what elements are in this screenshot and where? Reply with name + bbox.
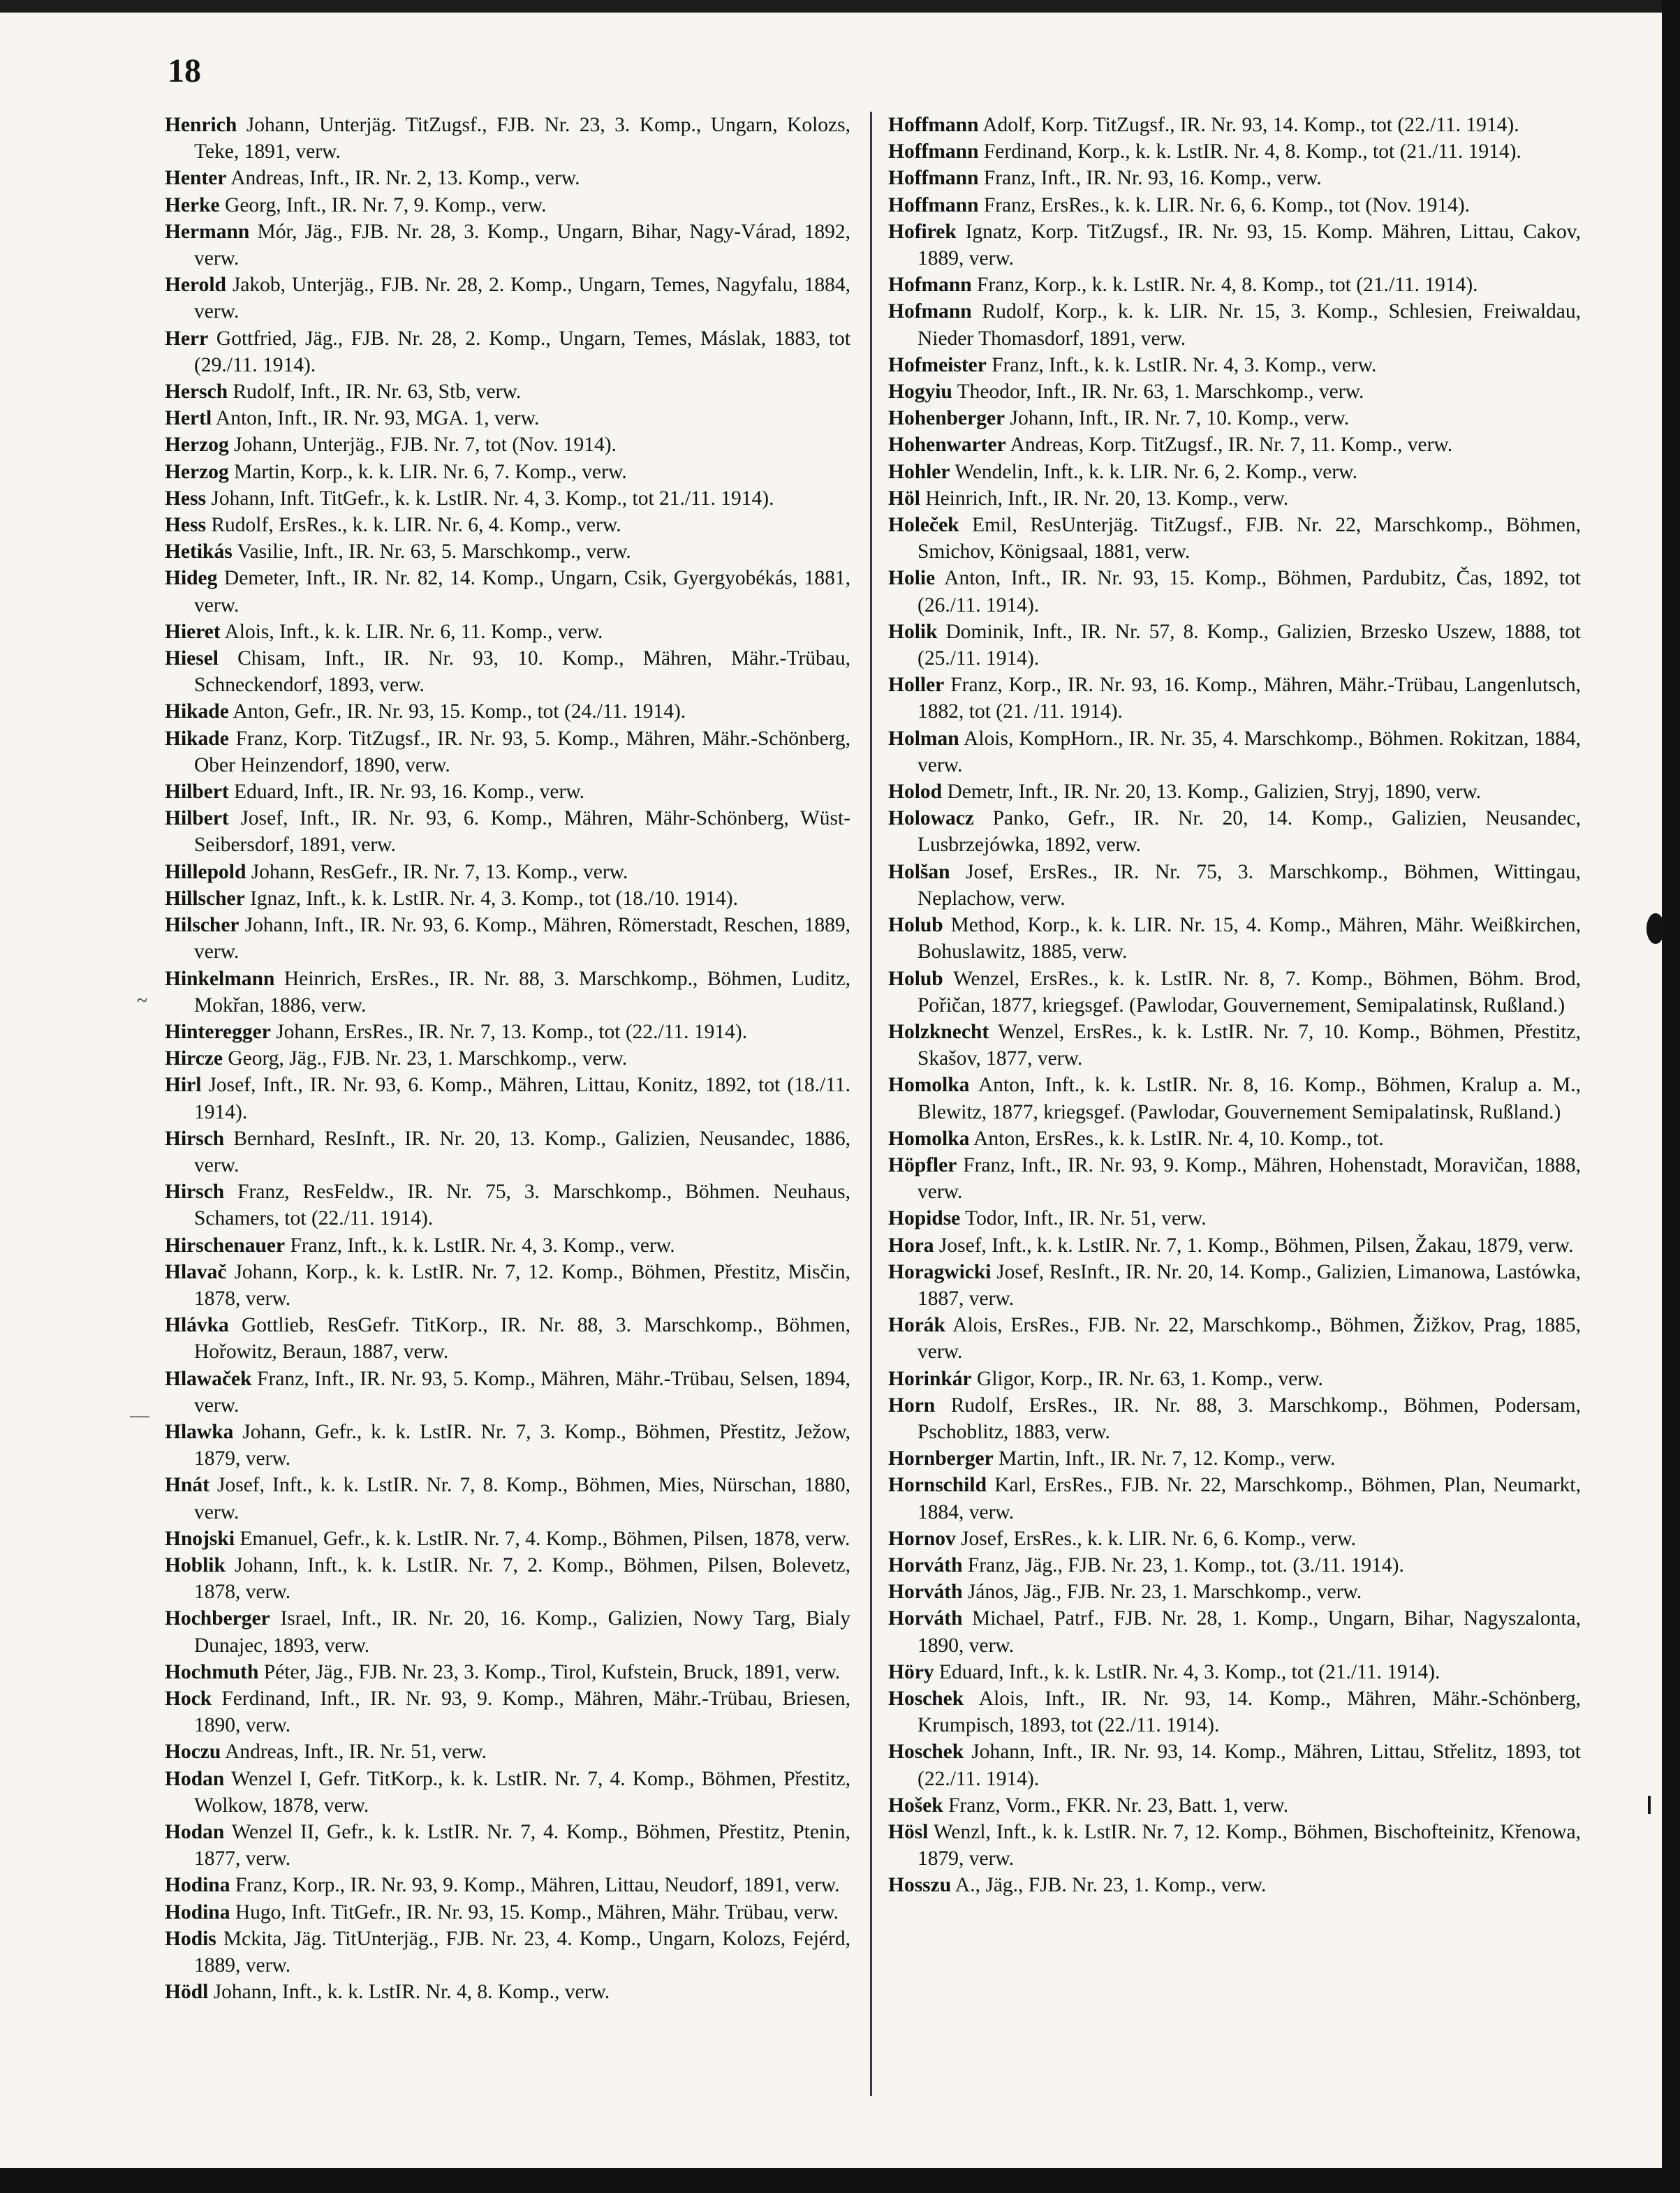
- entry-surname: Hlawaček: [165, 1367, 252, 1390]
- list-entry: [165, 619, 850, 645]
- list-entry: [888, 219, 1581, 272]
- list-entry: [888, 1312, 1581, 1365]
- entry-details: Panko, Gefr., IR. Nr. 20, 14. Komp., Galizien, Neusandec, Lusbrzejówka, 1892, verw.: [918, 807, 1581, 857]
- entry-details: Rudolf, Korp., k. k. LIR. Nr. 15, 3. Komp., Schlesien, Freiwaldau, Nieder Thomasdorf, 1891, verw.: [918, 300, 1581, 350]
- entry-surname: Horn: [888, 1394, 936, 1417]
- entry-details: Mckita, Jäg. TitUnterjäg., FJB. Nr. 23, 4. Komp., Ungarn, Kolozs, Fejérd, 1889, verw.: [194, 1927, 850, 1977]
- entry-surname: Hodina: [165, 1900, 230, 1924]
- list-entry: [888, 138, 1581, 165]
- entry-details: Franz, Jäg., FJB. Nr. 23, 1. Komp., tot. (3./11. 1914).: [962, 1553, 1404, 1577]
- entry-details: Andreas, Inft., IR. Nr. 2, 13. Komp., verw.: [226, 167, 580, 190]
- list-entry: [165, 1072, 850, 1125]
- entry-surname: Hogyiu: [888, 381, 952, 404]
- list-entry: [165, 325, 850, 378]
- entry-surname: Hodina: [165, 1874, 230, 1897]
- list-entry: [165, 1259, 850, 1312]
- entry-details: Franz, Korp., IR. Nr. 93, 16. Komp., Mähren, Mähr.-Trübau, Langenlutsch, 1882, tot (21. /11. 1914).: [918, 674, 1581, 723]
- ink-mark: [1648, 1796, 1651, 1814]
- entry-surname: Hideg: [165, 567, 218, 590]
- entry-surname: Hodan: [165, 1767, 225, 1790]
- entry-surname: Herzog: [165, 460, 229, 483]
- entry-details: János, Jäg., FJB. Nr. 23, 1. Marschkomp., verw.: [962, 1581, 1362, 1604]
- entry-details: Josef, Inft., k. k. LstIR. Nr. 7, 8. Komp., Böhmen, Mies, Nürschan, 1880, verw.: [194, 1474, 850, 1523]
- list-entry: [165, 1979, 850, 2005]
- list-entry: [888, 459, 1581, 485]
- entry-details: Dominik, Inft., IR. Nr. 57, 8. Komp., Galizien, Brzesko Uszew, 1888, tot (25./11. 1914).: [918, 620, 1581, 670]
- list-entry: [888, 619, 1581, 672]
- list-entry: [165, 512, 850, 538]
- entry-details: Demetr, Inft., IR. Nr. 20, 13. Komp., Galizien, Stryj, 1890, verw.: [942, 781, 1482, 804]
- list-entry: [165, 459, 850, 485]
- entry-details: Franz, Korp., k. k. LstIR. Nr. 4, 8. Komp., tot (21./11. 1914).: [971, 274, 1478, 297]
- entry-details: Rudolf, ErsRes., k. k. LIR. Nr. 6, 4. Komp., verw.: [206, 514, 621, 537]
- entry-surname: Hoschek: [888, 1687, 964, 1710]
- entry-details: Josef, Inft., IR. Nr. 93, 6. Komp., Mähren, Mähr-Schönberg, Wüst-Seibersdorf, 1891, verw.: [194, 807, 850, 857]
- entry-surname: Holod: [888, 781, 943, 804]
- list-entry: [165, 219, 850, 272]
- scan-border-top: [0, 0, 1680, 13]
- entry-surname: Hohenwarter: [888, 434, 1006, 457]
- entry-details: Wenzel I, Gefr. TitKorp., k. k. LstIR. Nr. 7, 4. Komp., Böhmen, Přestitz, Wolkow, 1878, verw.: [194, 1767, 850, 1817]
- entry-details: Ferdinand, Korp., k. k. LstIR. Nr. 4, 8. Komp., tot (21./11. 1914).: [978, 140, 1521, 163]
- entry-details: Gottlieb, ResGefr. TitKorp., IR. Nr. 88, 3. Marschkomp., Böhmen, Hořowitz, Beraun, 1887, verw.: [194, 1314, 850, 1364]
- entry-details: Andreas, Inft., IR. Nr. 51, verw.: [221, 1741, 487, 1764]
- entry-surname: Horagwicki: [888, 1260, 992, 1283]
- list-entry: [165, 1366, 850, 1419]
- entry-details: Emanuel, Gefr., k. k. LstIR. Nr. 7, 4. Komp., Böhmen, Pilsen, 1878, verw.: [235, 1527, 850, 1550]
- entry-details: Johann, Unterjäg., FJB. Nr. 7, tot (Nov. 1914).: [228, 434, 617, 457]
- list-entry: [165, 485, 850, 512]
- entry-details: Anton, Inft., k. k. LstIR. Nr. 8, 16. Komp., Böhmen, Kralup a. M., Blewitz, 1877, kriegsgef. (Pawlodar, Gouvernement Semipalatinsk, Rußland.): [918, 1074, 1581, 1123]
- entry-surname: Hlavač: [165, 1260, 227, 1283]
- list-entry: [888, 565, 1581, 618]
- list-entry: [165, 645, 850, 698]
- entry-surname: Holowacz: [888, 807, 974, 830]
- entry-surname: Hornschild: [888, 1474, 987, 1497]
- list-entry: [888, 485, 1581, 512]
- list-entry: [888, 1659, 1581, 1685]
- entry-surname: Hoffmann: [888, 193, 979, 216]
- list-entry: [165, 1419, 850, 1472]
- list-entry: [165, 1232, 850, 1259]
- list-entry: [165, 192, 850, 219]
- entry-details: Wenzel II, Gefr., k. k. LstIR. Nr. 7, 4. Komp., Böhmen, Přestitz, Ptenin, 1877, verw.: [194, 1821, 850, 1870]
- entry-details: Josef, Inft., IR. Nr. 93, 6. Komp., Mähren, Littau, Konitz, 1892, tot (18./11. 1914).: [194, 1074, 850, 1123]
- entry-details: Anton, Inft., IR. Nr. 93, MGA. 1, verw.: [212, 407, 540, 430]
- entry-details: Johann, ResGefr., IR. Nr. 7, 13. Komp., verw.: [246, 860, 628, 883]
- list-entry: [888, 1792, 1581, 1819]
- entry-details: Johann, Gefr., k. k. LstIR. Nr. 7, 3. Komp., Böhmen, Přestitz, Ježow, 1879, verw.: [194, 1420, 850, 1470]
- list-entry: [165, 378, 850, 405]
- list-entry: [165, 1019, 850, 1045]
- entry-details: Vasilie, Inft., IR. Nr. 63, 5. Marschkomp., verw.: [232, 540, 631, 563]
- list-entry: [165, 165, 850, 191]
- entry-surname: Hnát: [165, 1474, 209, 1497]
- entry-details: Péter, Jäg., FJB. Nr. 23, 3. Komp., Tirol, Kufstein, Bruck, 1891, verw.: [258, 1660, 841, 1683]
- entry-surname: Hoczu: [165, 1741, 221, 1764]
- entry-surname: Hircze: [165, 1047, 223, 1070]
- entry-details: Wenzel, ErsRes., k. k. LstIR. Nr. 7, 10. Komp., Böhmen, Přestitz, Skašov, 1877, verw.: [918, 1020, 1581, 1070]
- list-entry: [888, 1579, 1581, 1605]
- list-entry: [165, 725, 850, 778]
- entry-details: Rudolf, ErsRes., IR. Nr. 88, 3. Marschkomp., Böhmen, Podersam, Pschoblitz, 1883, verw.: [918, 1394, 1581, 1443]
- entry-surname: Hosszu: [888, 1874, 952, 1897]
- entry-surname: Hoffmann: [888, 140, 979, 163]
- margin-mark: ~: [137, 990, 148, 1012]
- entry-surname: Henter: [165, 167, 227, 190]
- list-entry: [888, 1472, 1581, 1525]
- entry-surname: Hetikás: [165, 540, 233, 563]
- list-entry: [888, 192, 1581, 219]
- list-entry: [165, 112, 850, 165]
- list-entry: [165, 1312, 850, 1365]
- entry-details: Johann, Inft., k. k. LstIR. Nr. 4, 8. Komp., verw.: [208, 1981, 610, 2004]
- entry-surname: Holie: [888, 567, 936, 590]
- entry-surname: Henrich: [165, 114, 237, 136]
- list-entry: [165, 1179, 850, 1232]
- list-entry: [888, 1685, 1581, 1738]
- entry-details: Heinrich, Inft., IR. Nr. 20, 13. Komp., verw.: [920, 487, 1289, 510]
- list-entry: [888, 1205, 1581, 1232]
- entry-surname: Höry: [888, 1660, 934, 1683]
- entry-details: Johann, Inft., IR. Nr. 7, 10. Komp., verw.: [1005, 407, 1350, 430]
- entry-details: Hugo, Inft. TitGefr., IR. Nr. 93, 15. Komp., Mähren, Mähr. Trübau, verw.: [230, 1900, 839, 1924]
- entry-details: Theodor, Inft., IR. Nr. 63, 1. Marschkomp., verw.: [952, 381, 1364, 404]
- list-entry: [888, 1259, 1581, 1312]
- entry-details: Johann, Inft., IR. Nr. 93, 6. Komp., Mähren, Römerstadt, Reschen, 1889, verw.: [194, 914, 850, 963]
- entry-details: Israel, Inft., IR. Nr. 20, 16. Komp., Galizien, Nowy Targ, Bialy Dunajec, 1893, verw.: [194, 1607, 850, 1657]
- entry-surname: Hofirek: [888, 220, 957, 243]
- list-entry: [165, 1899, 850, 1926]
- list-entry: [888, 1125, 1581, 1152]
- entry-details: Chisam, Inft., IR. Nr. 93, 10. Komp., Mähren, Mähr.-Trübau, Schneckendorf, 1893, verw.: [194, 647, 850, 697]
- entry-surname: Hoblik: [165, 1553, 226, 1577]
- right-column: [888, 112, 1581, 1899]
- entry-surname: Hirl: [165, 1074, 202, 1097]
- entry-surname: Hirschenauer: [165, 1234, 286, 1257]
- entry-details: Johann, Inft., k. k. LstIR. Nr. 7, 2. Komp., Böhmen, Pilsen, Bolevetz, 1878, verw.: [194, 1553, 850, 1604]
- entry-details: Franz, Inft., IR. Nr. 93, 9. Komp., Mähren, Hohenstadt, Moravičan, 1888, verw.: [918, 1153, 1581, 1204]
- entry-details: Alois, ErsRes., FJB. Nr. 22, Marschkomp., Böhmen, Žižkov, Prag, 1885, verw.: [918, 1314, 1581, 1364]
- entry-surname: Hnojski: [165, 1527, 235, 1550]
- list-entry: [888, 405, 1581, 431]
- list-entry: [165, 272, 850, 325]
- list-entry: [888, 1552, 1581, 1579]
- entry-details: Franz, Vorm., FKR. Nr. 23, Batt. 1, verw.: [943, 1794, 1289, 1817]
- entry-details: Josef, ErsRes., k. k. LIR. Nr. 6, 6. Komp., verw.: [955, 1527, 1356, 1550]
- entry-surname: Holub: [888, 967, 943, 990]
- entry-details: Josef, Inft., k. k. LstIR. Nr. 7, 1. Komp., Böhmen, Pilsen, Žakau, 1879, verw.: [934, 1234, 1574, 1257]
- list-entry: [165, 1045, 850, 1072]
- entry-surname: Hess: [165, 487, 206, 510]
- list-entry: [888, 378, 1581, 405]
- entry-surname: Hofmann: [888, 300, 972, 323]
- list-entry: [165, 565, 850, 618]
- entry-surname: Homolka: [888, 1074, 970, 1097]
- list-entry: [888, 298, 1581, 351]
- entry-details: Wenzel, ErsRes., k. k. LstIR. Nr. 8, 7. Komp., Böhmen, Böhm. Brod, Pořičan, 1877, kriegsgef. (Pawlodar, Gouvernement, Semipalatinsk, Rußland.): [918, 967, 1581, 1017]
- entry-details: Anton, Inft., IR. Nr. 93, 15. Komp., Böhmen, Pardubitz, Čas, 1892, tot (26./11. 1914).: [918, 567, 1581, 616]
- entry-details: Franz, Inft., k. k. LstIR. Nr. 4, 3. Komp., verw.: [285, 1234, 675, 1257]
- list-entry: [165, 1472, 850, 1525]
- entry-details: Alois, KompHorn., IR. Nr. 35, 4. Marschkomp., Böhmen. Rokitzan, 1884, verw.: [918, 727, 1581, 776]
- entry-surname: Holšan: [888, 860, 950, 883]
- entry-surname: Hochmuth: [165, 1660, 259, 1683]
- entry-details: Anton, Gefr., IR. Nr. 93, 15. Komp., tot (24./11. 1914).: [228, 700, 686, 723]
- entry-details: Bernhard, ResInft., IR. Nr. 20, 13. Komp., Galizien, Neusandec, 1886, verw.: [194, 1127, 850, 1176]
- entry-surname: Hieret: [165, 620, 221, 643]
- entry-details: Adolf, Korp. TitZugsf., IR. Nr. 93, 14. Komp., tot (22./11. 1914).: [978, 114, 1519, 136]
- entry-details: Eduard, Inft., k. k. LstIR. Nr. 4, 3. Komp., tot (21./11. 1914).: [934, 1660, 1440, 1683]
- list-entry: [165, 698, 850, 725]
- scan-border-right: [1662, 0, 1680, 2193]
- entry-surname: Holzknecht: [888, 1020, 989, 1043]
- list-entry: [165, 1552, 850, 1605]
- entry-details: Josef, ResInft., IR. Nr. 20, 14. Komp., Galizien, Limanowa, Lastówka, 1887, verw.: [918, 1260, 1581, 1310]
- entry-details: Emil, ResUnterjäg. TitZugsf., FJB. Nr. 22, Marschkomp., Böhmen, Smichov, Königsaal, 1881, verw.: [918, 514, 1581, 563]
- entry-surname: Hohenberger: [888, 407, 1005, 430]
- entry-surname: Horváth: [888, 1553, 963, 1577]
- entry-surname: Hösl: [888, 1821, 929, 1843]
- entry-surname: Hošek: [888, 1794, 943, 1817]
- list-entry: [888, 352, 1581, 378]
- margin-mark: —: [130, 1405, 149, 1426]
- entry-surname: Hofmeister: [888, 353, 987, 376]
- entry-details: Michael, Patrf., FJB. Nr. 28, 1. Komp., Ungarn, Bihar, Nagyszalonta, 1890, verw.: [918, 1607, 1581, 1657]
- entry-details: Johann, ErsRes., IR. Nr. 7, 13. Komp., tot (22./11. 1914).: [270, 1020, 748, 1043]
- list-entry: [165, 1819, 850, 1872]
- entry-details: Johann, Unterjäg. TitZugsf., FJB. Nr. 23, 3. Komp., Ungarn, Kolozs, Teke, 1891, verw.: [194, 114, 850, 163]
- entry-details: Jakob, Unterjäg., FJB. Nr. 28, 2. Komp., Ungarn, Temes, Nagyfalu, 1884, verw.: [194, 274, 850, 323]
- list-entry: [165, 1926, 850, 1979]
- entry-surname: Hoffmann: [888, 167, 979, 190]
- list-entry: [165, 1738, 850, 1765]
- entry-surname: Hilbert: [165, 781, 229, 804]
- entry-details: Franz, Korp. TitZugsf., IR. Nr. 93, 5. Komp., Mähren, Mähr.-Schönberg, Ober Heinzendorf, 1890, verw.: [194, 727, 850, 776]
- list-entry: [888, 272, 1581, 298]
- entry-surname: Hodan: [165, 1821, 225, 1843]
- entry-details: Johann, Inft., IR. Nr. 93, 14. Komp., Mähren, Littau, Střelitz, 1893, tot (22./11. 1914).: [918, 1741, 1581, 1790]
- left-column: [165, 112, 850, 2005]
- entry-details: Franz, Inft., IR. Nr. 93, 16. Komp., verw.: [978, 167, 1322, 190]
- entry-details: Ignaz, Inft., k. k. LstIR. Nr. 4, 3. Komp., tot (18./10. 1914).: [244, 887, 738, 910]
- entry-surname: Hirsch: [165, 1181, 225, 1204]
- list-entry: [165, 778, 850, 805]
- list-entry: [888, 1392, 1581, 1445]
- entry-surname: Hillepold: [165, 860, 246, 883]
- entry-surname: Hopidse: [888, 1207, 961, 1230]
- entry-surname: Holler: [888, 674, 945, 697]
- entry-surname: Hilbert: [165, 807, 229, 830]
- list-entry: [888, 966, 1581, 1019]
- entry-details: Franz, Korp., IR. Nr. 93, 9. Komp., Mähren, Littau, Neudorf, 1891, verw.: [230, 1874, 840, 1897]
- entry-surname: Hlawka: [165, 1420, 234, 1443]
- entry-details: Johann, Inft. TitGefr., k. k. LstIR. Nr. 4, 3. Komp., tot 21./11. 1914).: [206, 487, 774, 510]
- entry-surname: Holub: [888, 914, 943, 937]
- list-entry: [165, 1659, 850, 1685]
- entry-details: Ignatz, Korp. TitZugsf., IR. Nr. 93, 15. Komp. Mähren, Littau, Cakov, 1889, verw.: [918, 220, 1581, 270]
- entry-surname: Hertl: [165, 407, 212, 430]
- entry-surname: Homolka: [888, 1127, 970, 1150]
- list-entry: [888, 1819, 1581, 1872]
- entry-surname: Höpfler: [888, 1153, 957, 1176]
- entry-details: Franz, ResFeldw., IR. Nr. 75, 3. Marschkomp., Böhmen. Neuhaus, Schamers, tot (22./11. 1914).: [194, 1181, 850, 1230]
- ink-blot: [1646, 913, 1665, 944]
- entry-details: Method, Korp., k. k. LIR. Nr. 15, 4. Komp., Mähren, Mähr. Weißkirchen, Bohuslawitz, 1885, verw.: [918, 914, 1581, 963]
- list-entry: [165, 431, 850, 458]
- list-entry: [165, 1605, 850, 1658]
- entry-details: Franz, Inft., k. k. LstIR. Nr. 4, 3. Komp., verw.: [986, 353, 1377, 376]
- entry-surname: Hock: [165, 1687, 212, 1710]
- list-entry: [888, 512, 1581, 565]
- entry-details: Alois, Inft., IR. Nr. 93, 14. Komp., Mähren, Mähr.-Schönberg, Krumpisch, 1893, tot (22./11. 1914).: [918, 1687, 1581, 1737]
- list-entry: [888, 672, 1581, 725]
- list-entry: [165, 805, 850, 858]
- entry-details: Ferdinand, Inft., IR. Nr. 93, 9. Komp., Mähren, Mähr.-Trübau, Briesen, 1890, verw.: [194, 1687, 850, 1737]
- entry-surname: Hoffmann: [888, 114, 979, 136]
- entry-surname: Herr: [165, 327, 209, 350]
- entry-surname: Hödl: [165, 1981, 209, 2004]
- entry-details: Franz, Inft., IR. Nr. 93, 5. Komp., Mähren, Mähr.-Trübau, Selsen, 1894, verw.: [194, 1367, 850, 1417]
- list-entry: [165, 1526, 850, 1552]
- entry-details: A., Jäg., FJB. Nr. 23, 1. Komp., verw.: [951, 1874, 1267, 1897]
- list-entry: [888, 805, 1581, 858]
- list-entry: [165, 912, 850, 965]
- entry-details: Martin, Inft., IR. Nr. 7, 12. Komp., verw.: [993, 1447, 1336, 1470]
- list-entry: [888, 912, 1581, 965]
- entry-surname: Hodis: [165, 1927, 216, 1950]
- list-entry: [888, 112, 1581, 138]
- entry-surname: Hillscher: [165, 887, 245, 910]
- entry-surname: Hinteregger: [165, 1020, 271, 1043]
- entry-details: Demeter, Inft., IR. Nr. 82, 14. Komp., Ungarn, Csik, Gyergyobékás, 1881, verw.: [194, 567, 850, 616]
- list-entry: [888, 1738, 1581, 1792]
- entry-surname: Hoschek: [888, 1741, 964, 1764]
- list-entry: [165, 1766, 850, 1819]
- entry-surname: Hornov: [888, 1527, 956, 1550]
- column-divider: [870, 112, 872, 2096]
- list-entry: [165, 885, 850, 912]
- list-entry: [165, 1125, 850, 1179]
- entry-surname: Hersch: [165, 381, 228, 404]
- list-entry: [888, 778, 1581, 805]
- entry-surname: Herold: [165, 274, 226, 297]
- entry-surname: Hora: [888, 1234, 934, 1257]
- entry-details: Georg, Jäg., FJB. Nr. 23, 1. Marschkomp., verw.: [222, 1047, 628, 1070]
- list-entry: [165, 538, 850, 565]
- entry-surname: Horinkár: [888, 1367, 972, 1390]
- list-entry: [888, 1872, 1581, 1898]
- entry-surname: Holik: [888, 620, 938, 643]
- list-entry: [165, 405, 850, 431]
- entry-surname: Hohler: [888, 460, 950, 483]
- entry-surname: Hikade: [165, 700, 229, 723]
- entry-details: Wendelin, Inft., k. k. LIR. Nr. 6, 2. Komp., verw.: [950, 460, 1357, 483]
- entry-details: Alois, Inft., k. k. LIR. Nr. 6, 11. Komp., verw.: [220, 620, 603, 643]
- list-entry: [888, 1605, 1581, 1658]
- entry-surname: Hermann: [165, 220, 250, 243]
- scan-border-bottom: [0, 2168, 1680, 2193]
- entry-details: Anton, ErsRes., k. k. LstIR. Nr. 4, 10. Komp., tot.: [969, 1127, 1384, 1150]
- entry-surname: Horák: [888, 1314, 945, 1337]
- entry-details: Heinrich, ErsRes., IR. Nr. 88, 3. Marschkomp., Böhmen, Luditz, Mokřan, 1886, verw.: [194, 967, 850, 1017]
- entry-surname: Hochberger: [165, 1607, 270, 1630]
- list-entry: [888, 165, 1581, 191]
- entry-details: Georg, Inft., IR. Nr. 7, 9. Komp., verw.: [219, 193, 547, 216]
- entry-details: Gottfried, Jäg., FJB. Nr. 28, 2. Komp., Ungarn, Temes, Máslak, 1883, tot (29./11. 1914).: [194, 327, 850, 376]
- page-number: 18: [168, 52, 201, 89]
- entry-surname: Hilscher: [165, 914, 240, 937]
- entry-details: Todor, Inft., IR. Nr. 51, verw.: [960, 1207, 1207, 1230]
- entry-surname: Horváth: [888, 1607, 963, 1630]
- entry-details: Karl, ErsRes., FJB. Nr. 22, Marschkomp., Böhmen, Plan, Neumarkt, 1884, verw.: [918, 1474, 1581, 1523]
- entry-surname: Hornberger: [888, 1447, 994, 1470]
- entry-surname: Höl: [888, 487, 920, 510]
- list-entry: [888, 1152, 1581, 1205]
- list-entry: [888, 431, 1581, 458]
- entry-details: Rudolf, Inft., IR. Nr. 63, Stb, verw.: [228, 381, 522, 404]
- entry-surname: Herzog: [165, 434, 229, 457]
- entry-details: Josef, ErsRes., IR. Nr. 75, 3. Marschkomp., Böhmen, Wittingau, Neplachow, verw.: [918, 860, 1581, 910]
- list-entry: [888, 859, 1581, 912]
- entry-surname: Hlávka: [165, 1314, 229, 1337]
- list-entry: [165, 966, 850, 1019]
- list-entry: [888, 725, 1581, 778]
- list-entry: [888, 1366, 1581, 1392]
- list-entry: [165, 859, 850, 885]
- list-entry: [888, 1232, 1581, 1259]
- entry-surname: Holeček: [888, 514, 959, 537]
- list-entry: [888, 1072, 1581, 1125]
- entry-surname: Horváth: [888, 1581, 963, 1604]
- entry-surname: Hiesel: [165, 647, 219, 670]
- entry-details: Andreas, Korp. TitZugsf., IR. Nr. 7, 11. Komp., verw.: [1005, 434, 1453, 457]
- list-entry: [888, 1526, 1581, 1552]
- entry-details: Martin, Korp., k. k. LIR. Nr. 6, 7. Komp., verw.: [228, 460, 627, 483]
- entry-details: Eduard, Inft., IR. Nr. 93, 16. Komp., verw.: [228, 781, 585, 804]
- entry-surname: Hirsch: [165, 1127, 225, 1150]
- entry-surname: Hikade: [165, 727, 229, 750]
- list-entry: [165, 1685, 850, 1738]
- entry-surname: Hess: [165, 514, 206, 537]
- list-entry: [888, 1019, 1581, 1072]
- entry-surname: Hofmann: [888, 274, 972, 297]
- entry-details: Gligor, Korp., IR. Nr. 63, 1. Komp., verw.: [971, 1367, 1323, 1390]
- entry-details: Johann, Korp., k. k. LstIR. Nr. 7, 12. Komp., Böhmen, Přestitz, Misčin, 1878, verw.: [194, 1260, 850, 1310]
- entry-surname: Holman: [888, 727, 959, 750]
- list-entry: [165, 1872, 850, 1898]
- entry-details: Franz, ErsRes., k. k. LIR. Nr. 6, 6. Komp., tot (Nov. 1914).: [978, 193, 1471, 216]
- entry-surname: Herke: [165, 193, 220, 216]
- list-entry: [888, 1445, 1581, 1472]
- entry-details: Mór, Jäg., FJB. Nr. 28, 3. Komp., Ungarn, Bihar, Nagy-Várad, 1892, verw.: [194, 220, 850, 270]
- entry-surname: Hinkelmann: [165, 967, 275, 990]
- entry-details: Wenzl, Inft., k. k. LstIR. Nr. 7, 12. Komp., Böhmen, Bischofteinitz, Křenowa, 1879, verw.: [918, 1821, 1581, 1870]
